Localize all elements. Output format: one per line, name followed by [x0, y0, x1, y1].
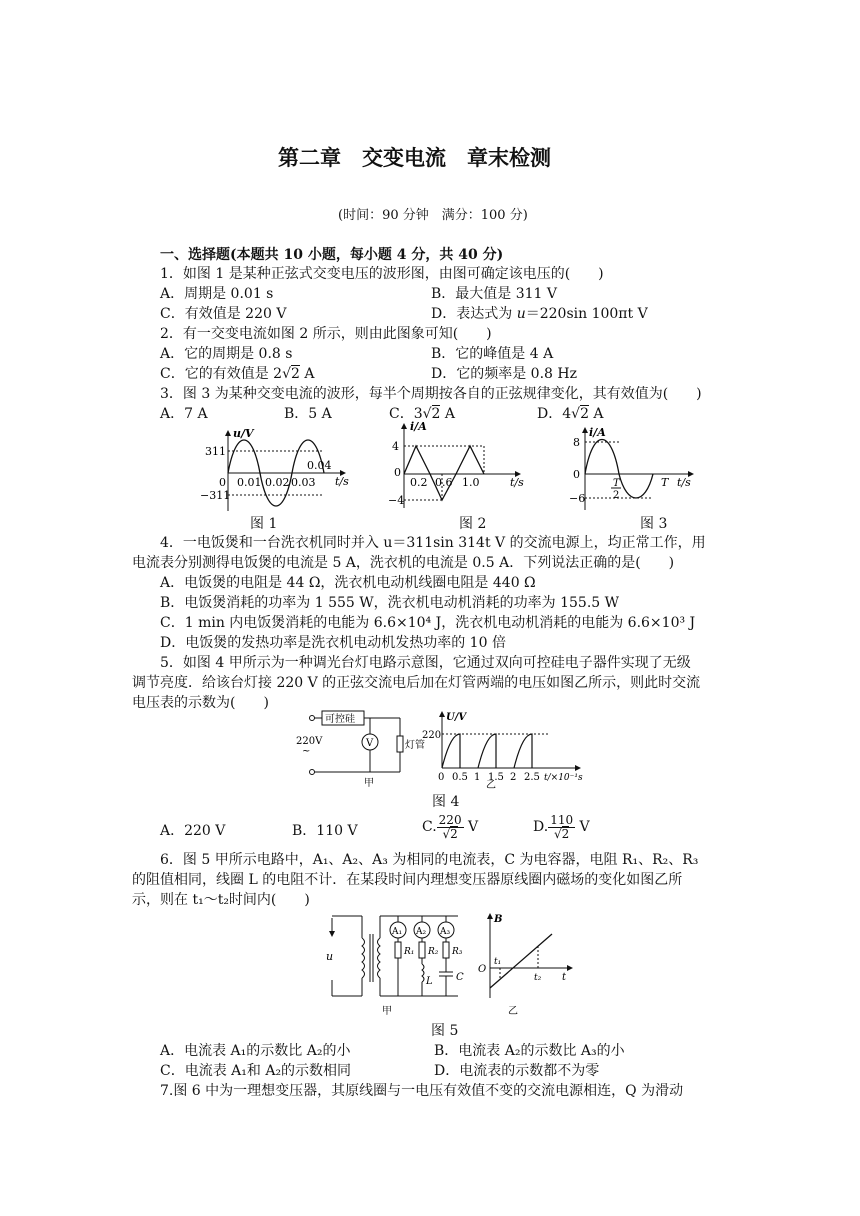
- sqrt-sign: √: [422, 406, 432, 422]
- q5-stem-line2: 调节亮度．给该台灯接 220 V 的正弦交流电后加在灯管两端的电压如图乙所示，则此时交流: [132, 675, 701, 691]
- q1-option-d: D．表达式为 u＝220sin 100πt V: [431, 306, 648, 322]
- q6-option-b: B．电流表 A₂的示数比 A₃的小: [434, 1043, 625, 1059]
- source-symbol: ~: [302, 746, 311, 757]
- figure-3-asymmetric-wave: [565, 424, 705, 514]
- sub-label-jia: 甲: [382, 1006, 392, 1017]
- tick-label: 220: [422, 730, 442, 741]
- x-axis-label: t/s: [677, 476, 691, 489]
- q5-stem-line3: 电压表的示数为( ): [132, 695, 269, 711]
- tick-label: 1.0: [462, 476, 480, 489]
- q6-option-c: C．电流表 A₁和 A₂的示数相同: [160, 1063, 352, 1079]
- section-heading: 一、选择题(本题共 10 小题，每小题 4 分，共 40 分): [160, 247, 504, 263]
- q2-option-d: D．它的频率是 0.8 Hz: [431, 366, 577, 382]
- waveform-2: [478, 734, 496, 768]
- ammeter-label: A₂: [416, 927, 427, 937]
- tick-label: t₂: [534, 973, 542, 983]
- q6-option-d: D．电流表的示数都不为零: [434, 1063, 600, 1079]
- figure-4-caption: 图 4: [432, 794, 460, 810]
- tick-label: 2: [510, 772, 517, 783]
- q4-stem-line1: 4．一电饭煲和一台洗衣机同时并入 u＝311sin 314t V 的交流电源上，均正常工作，用: [160, 535, 706, 551]
- capacitor-label: C: [456, 972, 464, 983]
- tick-label: 2: [613, 490, 620, 501]
- figure-4-voltage-graph: [420, 708, 590, 790]
- x-axis-label: t/s: [335, 475, 349, 488]
- q1-option-a: A．周期是 0.01 s: [160, 286, 274, 302]
- tick-label: 0.03: [291, 476, 316, 489]
- q3-stem: 3．图 3 为某种交变电流的波形，每半个周期按各自的正弦规律变化，其有效值为( ): [160, 386, 702, 402]
- lamp-icon: [397, 736, 403, 752]
- resistor-r2: [419, 942, 425, 958]
- q4-option-c: C．1 min 内电饭煲消耗的电能为 6.6×10⁴ J，洗衣机电动机消耗的电能为 6.6×10³ J: [160, 615, 696, 631]
- q2-option-c: C．它的有效值是 2√2 A: [160, 366, 315, 382]
- q3-option-b: B．5 A: [284, 406, 332, 422]
- q3-option-c: C．3√2 A: [389, 406, 456, 422]
- sqrt-sign: √: [553, 826, 562, 841]
- q1-option-c: C．有效值是 220 V: [160, 306, 287, 322]
- triangle-wave: [404, 446, 484, 500]
- q2-option-b: B．它的峰值是 4 A: [431, 346, 554, 362]
- tick-label: 2.5: [524, 772, 540, 783]
- q1-stem: 1．如图 1 是某种正弦式交变电压的波形图，由图可确定该电压的( ): [160, 266, 604, 282]
- tick-label: −311: [200, 489, 231, 502]
- primary-coil-icon: [362, 938, 365, 978]
- tick-label: 4: [392, 440, 399, 453]
- q3-option-d: D．4√2 A: [537, 406, 604, 422]
- tick-label: −6: [569, 492, 586, 505]
- tick-label: 1: [474, 772, 481, 783]
- tick-label: 0.5: [452, 772, 468, 783]
- tick-label: 0: [438, 772, 445, 783]
- q2-option-a: A．它的周期是 0.8 s: [160, 346, 293, 362]
- x-axis-label: t/s: [510, 476, 524, 489]
- resistor-r3: [443, 942, 449, 958]
- resistor-r1: [395, 942, 401, 958]
- exam-meta: (时间：90 分钟 满分：100 分): [338, 208, 528, 223]
- origin-label: O: [478, 964, 487, 975]
- resistor-label: R₃: [452, 947, 463, 957]
- q6-stem-line3: 示，则在 t₁～t₂时间内( ): [132, 892, 310, 908]
- figure-5-circuit: [320, 908, 480, 1020]
- q6-stem-line1: 6．图 5 甲所示电路中，A₁、A₂、A₃ 为相同的电流表，C 为电容器，电阻 R₁、R₂、R₃: [160, 852, 699, 868]
- inductor-icon: [422, 964, 424, 982]
- sub-label-yi: 乙: [486, 780, 496, 790]
- voltage-label: u: [326, 950, 334, 963]
- q3-option-a: A．7 A: [160, 406, 208, 422]
- inductor-label: L: [426, 976, 433, 987]
- q2-stem: 2．有一交变电流如图 2 所示，则由此图象可知( ): [160, 326, 492, 342]
- figure-5-caption: 图 5: [431, 1023, 459, 1039]
- tick-label: −4: [388, 494, 405, 507]
- x-axis-label: t: [562, 972, 567, 983]
- sqrt-sign: √: [442, 826, 451, 841]
- sub-label-jia: 甲: [364, 778, 374, 789]
- page-title: 第二章 交变电流 章末检测: [278, 146, 551, 170]
- tick-label: 0.04: [307, 459, 332, 472]
- tick-label: 0.2: [410, 476, 428, 489]
- figure-1-sine-wave: [195, 425, 360, 515]
- resistor-label: R₁: [404, 947, 415, 957]
- figure-3-caption: 图 3: [640, 516, 668, 532]
- q6-option-a: A．电流表 A₁的示数比 A₂的小: [160, 1043, 351, 1059]
- q5-option-b: B．110 V: [292, 823, 358, 839]
- tick-label: t₁: [494, 957, 502, 967]
- q4-option-a: A．电饭煲的电阻是 44 Ω，洗衣机电动机线圈电阻是 440 Ω: [160, 575, 536, 591]
- q4-stem-line2: 电流表分别测得电饭煲的电流是 5 A，洗衣机的电流是 0.5 A．下列说法正确的是( ): [132, 555, 675, 571]
- tick-label: T: [661, 476, 669, 489]
- q5-option-c: C. $\frac{220}{√2}$ V: [422, 812, 479, 841]
- ammeter-label: A₁: [392, 927, 403, 937]
- y-axis-label: u/V: [233, 427, 254, 440]
- y-axis-label: i/A: [410, 420, 427, 433]
- tick-label: 0.02: [265, 476, 290, 489]
- y-axis-label: U/V: [446, 712, 467, 723]
- y-axis-label: i/A: [589, 426, 606, 439]
- y-axis-label: B: [494, 914, 503, 925]
- secondary-coil-icon: [378, 938, 381, 978]
- figure-2-caption: 图 2: [459, 516, 487, 532]
- voltmeter-label: V: [366, 738, 374, 749]
- ammeter-label: A₃: [440, 927, 451, 937]
- sub-label-yi: 乙: [508, 1006, 518, 1017]
- tick-label: 0: [394, 466, 401, 479]
- sqrt-sign: √: [282, 366, 291, 382]
- q6-stem-line2: 的阻值相同，线圈 L 的电阻不计．在某段时间内理想变压器原线圈内磁场的变化如图乙所: [132, 872, 683, 888]
- figure-2-triangle-wave: [380, 420, 530, 512]
- x-axis-label: t/×10⁻¹s: [544, 773, 583, 783]
- waveform-1: [442, 734, 460, 768]
- tick-label: 0.01: [237, 476, 262, 489]
- thyristor-label: 可控硅: [325, 714, 355, 725]
- q1-option-b: B．最大值是 311 V: [431, 286, 558, 302]
- figure-4-circuit: [292, 708, 432, 790]
- waveform-3: [514, 734, 532, 768]
- q4-option-d: D．电饭煲的发热功率是洗衣机电动机发热功率的 10 倍: [160, 635, 506, 651]
- sqrt-sign: √: [571, 406, 581, 422]
- tick-label: 311: [205, 445, 226, 458]
- q5-option-a: A．220 V: [160, 823, 226, 839]
- tick-label: 8: [573, 436, 580, 449]
- figure-5-b-graph: [472, 908, 582, 1020]
- tick-label: 0: [573, 468, 580, 481]
- resistor-label: R₂: [428, 947, 439, 957]
- lamp-label: 灯管: [405, 740, 425, 751]
- q4-option-b: B．电饭煲消耗的功率为 1 555 W，洗衣机电动机消耗的功率为 155.5 W: [160, 595, 620, 611]
- figure-1-caption: 图 1: [250, 516, 278, 532]
- tick-label: 0.6: [435, 476, 453, 489]
- q5-stem-line1: 5．如图 4 甲所示为一种调光台灯电路示意图，它通过双向可控硅电子器件实现了无级: [160, 655, 691, 671]
- tick-label: 0: [219, 476, 226, 489]
- tick-label: 1.5: [488, 772, 504, 783]
- q5-option-d: D. $\frac{110}{√2}$ V: [533, 812, 590, 841]
- tick-label: T: [613, 478, 620, 489]
- source-label: 220V: [296, 736, 323, 747]
- q7-stem-line1: 7.图 6 中为一理想变压器，其原线圈与一电压有效值不变的交流电源相连，Q 为滑动: [160, 1083, 684, 1099]
